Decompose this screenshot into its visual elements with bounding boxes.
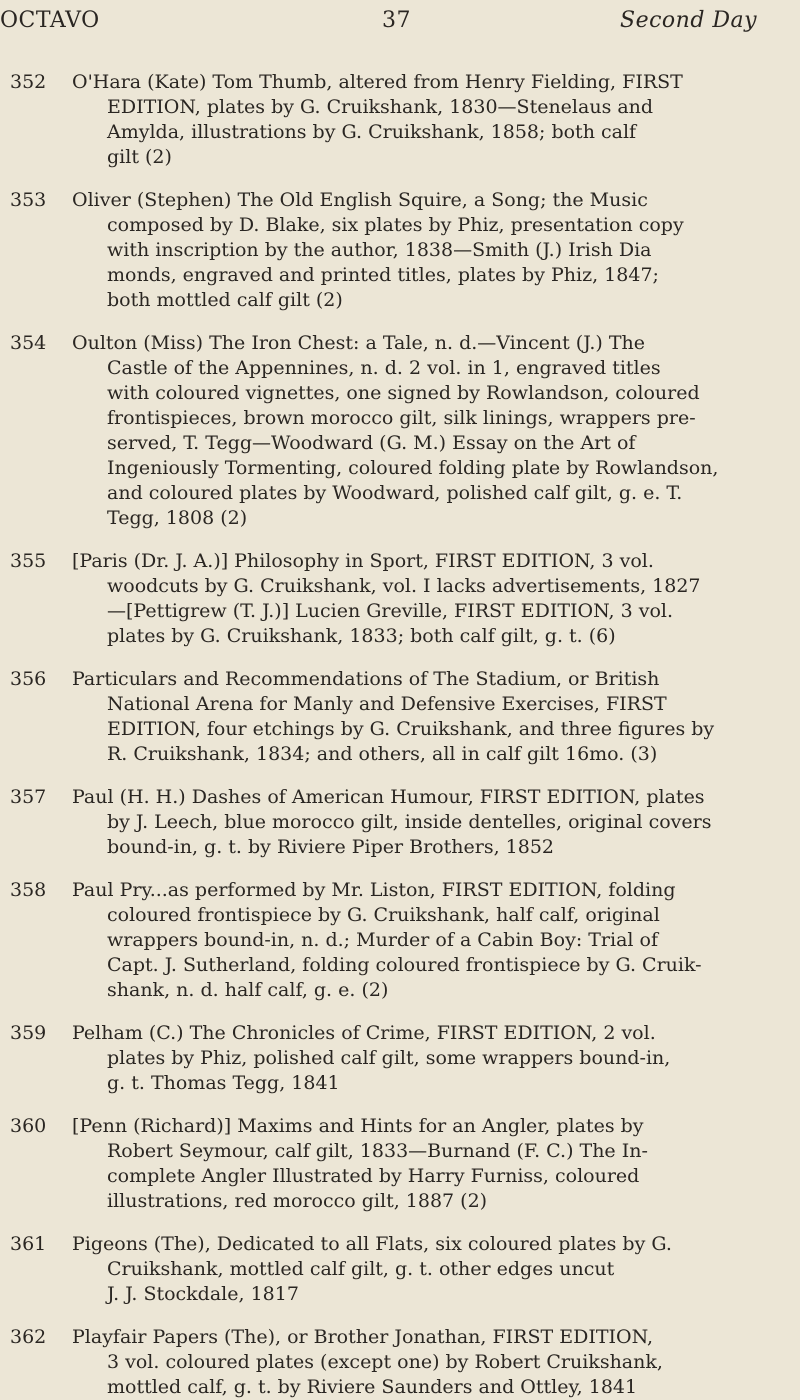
lot-number: 353 [10, 189, 47, 211]
lot-entry [0, 878, 800, 1003]
lot-entry [0, 188, 800, 313]
lot-description-line: Oliver (Stephen) The Old English Squire, a Song; the Music [72, 189, 648, 211]
lot-description-line: composed by D. Blake, six plates by Phiz, presentation copy [107, 214, 684, 236]
lot-number: 359 [10, 1022, 47, 1044]
entry-spacer [0, 170, 800, 188]
page-number: 37 [382, 8, 411, 33]
lot-description-line: Paul Pry...as performed by Mr. Liston, FIRST EDITION, folding [72, 879, 676, 901]
lot-description-line: J. J. Stockdale, 1817 [107, 1283, 299, 1305]
lot-description-line: served, T. Tegg—Woodward (G. M.) Essay on the Art of [107, 432, 636, 454]
page-header [0, 8, 800, 44]
lot-description-line: Robert Seymour, calf gilt, 1833—Burnand (F. C.) The In- [107, 1140, 648, 1162]
entry-spacer [0, 860, 800, 878]
lot-description-line: Castle of the Appennines, n. d. 2 vol. in 1, engraved titles [107, 357, 661, 379]
lot-entry [0, 1232, 800, 1307]
lot-description-line: —[Pettigrew (T. J.)] Lucien Greville, FIRST EDITION, 3 vol. [107, 600, 674, 622]
lot-description-line: and coloured plates by Woodward, polished calf gilt, g. e. T. [107, 482, 683, 504]
lot-number: 361 [10, 1233, 47, 1255]
lot-description-line: complete Angler Illustrated by Harry Furniss, coloured [107, 1165, 640, 1187]
entry-spacer [0, 1307, 800, 1325]
lot-description-line: Capt. J. Sutherland, folding coloured frontispiece by G. Cruik- [107, 954, 702, 976]
lot-description-line: plates by G. Cruikshank, 1833; both calf gilt, g. t. (6) [107, 625, 616, 647]
lot-entry [0, 1325, 800, 1400]
lot-entry [0, 1114, 800, 1214]
lot-entry [0, 331, 800, 531]
lot-number: 356 [10, 668, 47, 690]
lot-description-line: coloured frontispiece by G. Cruikshank, half calf, original [107, 904, 660, 926]
lot-description-line: Pelham (C.) The Chronicles of Crime, FIRST EDITION, 2 vol. [72, 1022, 656, 1044]
entry-spacer [0, 313, 800, 331]
lot-description-line: with coloured vignettes, one signed by Rowlandson, coloured [107, 382, 700, 404]
lot-description-line: bound-in, g. t. by Riviere Piper Brothers, 1852 [107, 836, 555, 858]
lot-description-line: monds, engraved and printed titles, plates by Phiz, 1847; [107, 264, 659, 286]
entry-spacer [0, 1096, 800, 1114]
entry-spacer [0, 767, 800, 785]
lot-description-line: [Paris (Dr. J. A.)] Philosophy in Sport, FIRST EDITION, 3 vol. [72, 550, 654, 572]
lot-description-line: R. Cruikshank, 1834; and others, all in calf gilt 16mo. (3) [107, 743, 658, 765]
lot-description-line: woodcuts by G. Cruikshank, vol. I lacks advertisements, 1827 [107, 575, 701, 597]
lot-entry [0, 549, 800, 649]
header-format: OCTAVO [0, 8, 100, 33]
lot-number: 358 [10, 879, 47, 901]
lot-description-line: both mottled calf gilt (2) [107, 289, 343, 311]
lot-description-line: frontispieces, brown morocco gilt, silk linings, wrappers pre- [107, 407, 696, 429]
lot-number: 357 [10, 786, 47, 808]
entry-spacer [0, 1003, 800, 1021]
lot-description-line: plates by Phiz, polished calf gilt, some wrappers bound-in, [107, 1047, 671, 1069]
lot-number: 355 [10, 550, 47, 572]
lot-description-line: Amylda, illustrations by G. Cruikshank, 1858; both calf [107, 121, 637, 143]
lot-description-line: gilt (2) [107, 146, 172, 168]
lot-description-line: Ingeniously Tormenting, coloured folding plate by Rowlandson, [107, 457, 719, 479]
lot-description-line: Playfair Papers (The), or Brother Jonathan, FIRST EDITION, [72, 1326, 654, 1348]
lot-description-line: Paul (H. H.) Dashes of American Humour, FIRST EDITION, plates [72, 786, 705, 808]
lot-number: 352 [10, 71, 47, 93]
lot-description-line: mottled calf, g. t. by Riviere Saunders and Ottley, 1841 [107, 1376, 638, 1398]
lot-entry [0, 70, 800, 170]
lot-list [0, 70, 800, 1400]
lot-description-line: EDITION, plates by G. Cruikshank, 1830—Stenelaus and [107, 96, 654, 118]
lot-description-line: illustrations, red morocco gilt, 1887 (2) [107, 1190, 488, 1212]
lot-entry [0, 667, 800, 767]
lot-description-line: Tegg, 1808 (2) [107, 507, 248, 529]
lot-number: 354 [10, 332, 47, 354]
lot-description-line: Particulars and Recommendations of The Stadium, or British [72, 668, 660, 690]
lot-description-line: g. t. Thomas Tegg, 1841 [107, 1072, 340, 1094]
lot-description-line: 3 vol. coloured plates (except one) by Robert Cruikshank, [107, 1351, 663, 1373]
entry-spacer [0, 649, 800, 667]
lot-description-line: O'Hara (Kate) Tom Thumb, altered from Henry Fielding, FIRST [72, 71, 683, 93]
lot-description-line: by J. Leech, blue morocco gilt, inside dentelles, original covers [107, 811, 712, 833]
lot-description-line: [Penn (Richard)] Maxims and Hints for an Angler, plates by [72, 1115, 644, 1137]
lot-description-line: shank, n. d. half calf, g. e. (2) [107, 979, 389, 1001]
lot-description-line: wrappers bound-in, n. d.; Murder of a Cabin Boy: Trial of [107, 929, 659, 951]
lot-description-line: Pigeons (The), Dedicated to all Flats, six coloured plates by G. [72, 1233, 672, 1255]
lot-number: 360 [10, 1115, 47, 1137]
entry-spacer [0, 531, 800, 549]
lot-description-line: Oulton (Miss) The Iron Chest: a Tale, n. d.—Vincent (J.) The [72, 332, 645, 354]
lot-entry [0, 1021, 800, 1096]
lot-description-line: EDITION, four etchings by G. Cruikshank, and three figures by [107, 718, 715, 740]
lot-number: 362 [10, 1326, 47, 1348]
header-sale-day: Second Day [620, 8, 758, 33]
lot-description-line: Cruikshank, mottled calf gilt, g. t. other edges uncut [107, 1258, 615, 1280]
entry-spacer [0, 1214, 800, 1232]
lot-entry [0, 785, 800, 860]
lot-description-line: with inscription by the author, 1838—Smith (J.) Irish Dia [107, 239, 652, 261]
lot-description-line: National Arena for Manly and Defensive Exercises, FIRST [107, 693, 667, 715]
